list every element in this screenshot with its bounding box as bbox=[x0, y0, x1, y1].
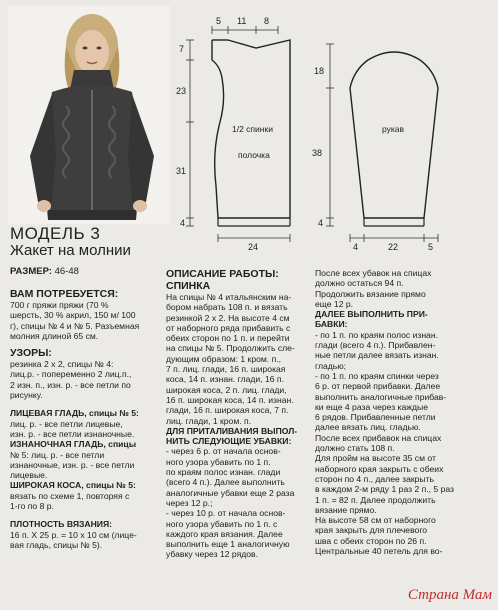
back-piece-schematic bbox=[176, 16, 290, 252]
fitting-heading: ДЛЯ ПРИТАЛИВАНИЯ ВЫПОЛ- НИТЬ СЛЕДУЮЩИЕ УБАВКИ: bbox=[166, 425, 298, 447]
size-value: 46-48 bbox=[54, 266, 79, 277]
reverse-stockinette-text: № 5: лиц. р. - все петли изнаночные, изн. р. - все петли лицевые. bbox=[10, 449, 135, 481]
back-top-width-3: 8 bbox=[264, 16, 270, 26]
sleeve-label: рукав bbox=[382, 124, 405, 134]
back-height-1: 7 bbox=[179, 44, 185, 54]
increases-heading: ДАЛЕЕ ВЫПОЛНИТЬ ПРИ- БАВКИ: bbox=[315, 309, 428, 330]
after-decreases-text: После всех убавок на спицах должно остаться 94 п. Продолжить вязание прямо еще 12 р. bbox=[315, 268, 432, 309]
model-title: МОДЕЛЬ 3 bbox=[10, 224, 101, 243]
needs-text: 700 г пряжи пряжи (70 % шерсть, 30 % акрил, 150 м/ 100 г), спицы № 4 и № 5. Разъемная молния длиной 65 см. bbox=[10, 300, 140, 341]
sleeve-height-2: 38 bbox=[312, 148, 323, 158]
back-label: 1/2 спинки bbox=[232, 124, 273, 134]
sleeve-bottom-width-1: 4 bbox=[353, 242, 359, 252]
sleeve-schematic bbox=[312, 44, 438, 252]
stockinette-heading: ЛИЦЕВАЯ ГЛАДЬ, спицы № 5: bbox=[10, 408, 139, 419]
back-bottom-width: 24 bbox=[248, 242, 259, 252]
work-description-column bbox=[166, 268, 310, 560]
model-photo bbox=[8, 6, 170, 224]
reverse-stockinette-heading: ИЗНАНОЧНАЯ ГЛАДЬ, спицы bbox=[10, 439, 137, 450]
back-height-2: 23 bbox=[176, 86, 187, 96]
model-name: Жакет на молнии bbox=[10, 242, 131, 259]
back-top-width-2: 11 bbox=[237, 16, 247, 26]
materials-column bbox=[10, 288, 160, 550]
sleeve-bottom-width-2: 22 bbox=[388, 242, 399, 252]
increases-text: - по 1 п. по краям полос изнан. глади (всего 4 п.). Прибавлен- ные петли далее вязать изнан. гладью; - по 1 п. по краям спинки через 6 р. от первой прибавки. Далее выполнить аналогичные прибав- ки еще 4 раза через каждые 6 рядов. Прибавленные петли далее вязать лиц. гладью. После всех прибавок на спицах должно стать 108 п. Для пройм на высоте 35 см от наборного края закрыть с обеих сторон по 4 п., далее закрыть в каждом 2-м ряду 1 раз 2 п., 5 раз 1 п. = 82 п. Далее продолжить вязание прямо. На высоте 58 см от наборного края закрыть для плечевого шва с обеих сторон по 26 п. Центральные 40 петель для во- bbox=[315, 329, 455, 557]
size-row bbox=[10, 266, 79, 277]
needs-heading: ВАМ ПОТРЕБУЕТСЯ: bbox=[10, 288, 119, 300]
patterns-heading: УЗОРЫ: bbox=[10, 347, 52, 360]
gauge-text: 16 п. X 25 р. = 10 x 10 см (лице- вая гладь, спицы № 5). bbox=[10, 529, 137, 550]
sleeve-bottom-width-3: 5 bbox=[428, 242, 434, 252]
patterns-text: резинка 2 x 2, спицы № 4: лиц.р. - попеременно 2 лиц.п., 2 изн. п., изн. р. - все петли по рисунку. bbox=[10, 359, 132, 401]
stockinette-text: лиц. р. - все петли лицевые, изн. р. - все петли изнаночные. bbox=[10, 418, 135, 439]
continuation-column bbox=[315, 268, 493, 556]
fitting-instructions: - через 6 р. от начала основ- ного узора убавить по 1 п. по краям полос изнан. глади (всего 4 п.). Далее выполнить аналогичные убавки еще 2 раза через 12 р.; - через 10 р. от начала основ- ного узора убавить по 1 п. с каждого края вязания. Далее выполнить еще 1 аналогичную убавку через 12 рядов. bbox=[166, 446, 295, 560]
wide-braid-heading: ШИРОКАЯ КОСА, спицы № 5: bbox=[10, 480, 136, 491]
sleeve-height-3: 4 bbox=[318, 218, 324, 228]
wide-braid-text: вязать по схеме 1, повторяя с 1-го по 8 р. bbox=[10, 490, 130, 512]
back-height-4: 4 bbox=[180, 218, 186, 228]
site-watermark: Страна Мам bbox=[407, 587, 492, 603]
back-instructions: На спицы № 4 итальянским на- бором набрать 108 п. и вязать резинкой 2 x 2. На высоте 4 см от наборного ряда прибавить с обеих сторон по 1 п. и перейти на спицы № 5. Продолжить сле- дующим образом: 1 кром. п., 7 п. лиц. глади, 16 п. широкая коса, 14 п. изнан. глади, 16 п. широкая коса, 2 п. лиц. глади, 16 п. широкая коса, 14 п. изнан. глади, 16 п. широкая коса, 7 п. лиц. глади, 1 кром. п. bbox=[166, 292, 295, 426]
gauge-heading: ПЛОТНОСТЬ ВЯЗАНИЯ: bbox=[10, 519, 113, 530]
back-height-3: 31 bbox=[176, 166, 187, 176]
sleeve-height-1: 18 bbox=[314, 66, 325, 76]
back-top-width-1: 5 bbox=[216, 16, 222, 26]
pattern-schematic bbox=[172, 4, 498, 254]
size-label: РАЗМЕР: bbox=[10, 266, 52, 277]
front-label: полочка bbox=[238, 150, 270, 160]
work-heading: ОПИСАНИЕ РАБОТЫ: СПИНКА bbox=[166, 268, 279, 292]
